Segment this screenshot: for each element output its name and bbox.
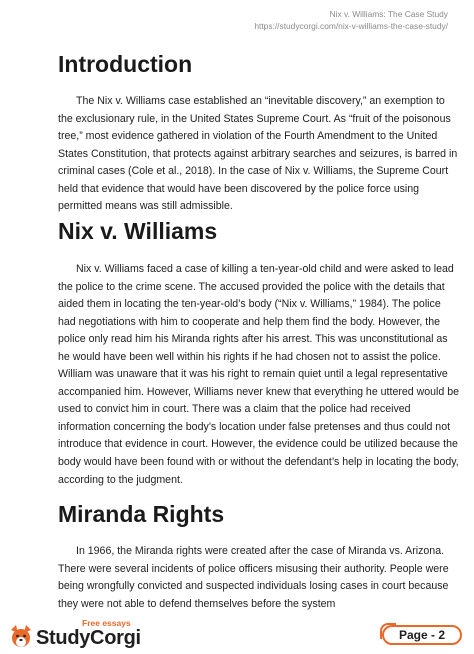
heading-introduction: Introduction <box>58 51 193 77</box>
brand-wordmark: StudyCorgi <box>36 627 141 649</box>
corgi-icon <box>8 624 34 650</box>
document-title: Nix v. Williams: The Case Study <box>329 9 448 19</box>
page-number-badge: Page - 2 <box>382 625 462 645</box>
page-footer <box>0 616 474 654</box>
paragraph-introduction: The Nix v. Williams case established an “inevitable discovery,” an exemption to the exclusionary rule, in the United States Supreme Court. As “fruit of the poisonous tree,” most evidence gathered in violation of the Fourth Amendment to the United States Constitution, that protects against arbitrary searches and seizures, is barred in criminal cases (Cole et al., 2018). In the case of Nix v. Williams, the Supreme Court held that evidence that would have been discovered by the police force using permitted means was still admissible. <box>58 95 458 213</box>
paragraph-nix-v-williams: Nix v. Williams faced a case of killing a ten-year-old child and were asked to lead the police to the crime scene. The accused provided the police with the details that aided them in locating the ten-year-old’s body (“Nix v. Williams,” 1984). The police had negotiations with him to cooperate and help them find the body. However, the police only read him his Miranda rights after his arrest. This was unconstitutional as he would have been well within his rights if he had chosen not to assist the police. William was unaware that it was his right to remain quiet until a legal representative accompanied him. However, Williams never knew that everything he uttered would be used to convict him in court. There was a claim that the police had received information concerning the body’s location under false pretenses and thus could not introduce that evidence in court. However, the evidence could be utilized because the body would have been found with or without the defendant’s help in locating the body, according to the judgment. <box>58 263 459 486</box>
document-url[interactable]: https://studycorgi.com/nix-v-williams-the-case-study/ <box>254 21 448 31</box>
heading-miranda-rights: Miranda Rights <box>58 501 225 527</box>
heading-nix-v-williams: Nix v. Williams <box>58 218 218 244</box>
studycorgi-logo[interactable] <box>8 618 158 652</box>
paragraph-miranda-rights: In 1966, the Miranda rights were created after the case of Miranda vs. Arizona. There were several incidents of police officers misusing their authority. People were being wrongfully convicted and suspected individuals losing cases in court because they were not able to defend themselves before the system <box>58 545 449 610</box>
tagline: Free essays <box>82 618 131 628</box>
page-header <box>254 8 448 32</box>
